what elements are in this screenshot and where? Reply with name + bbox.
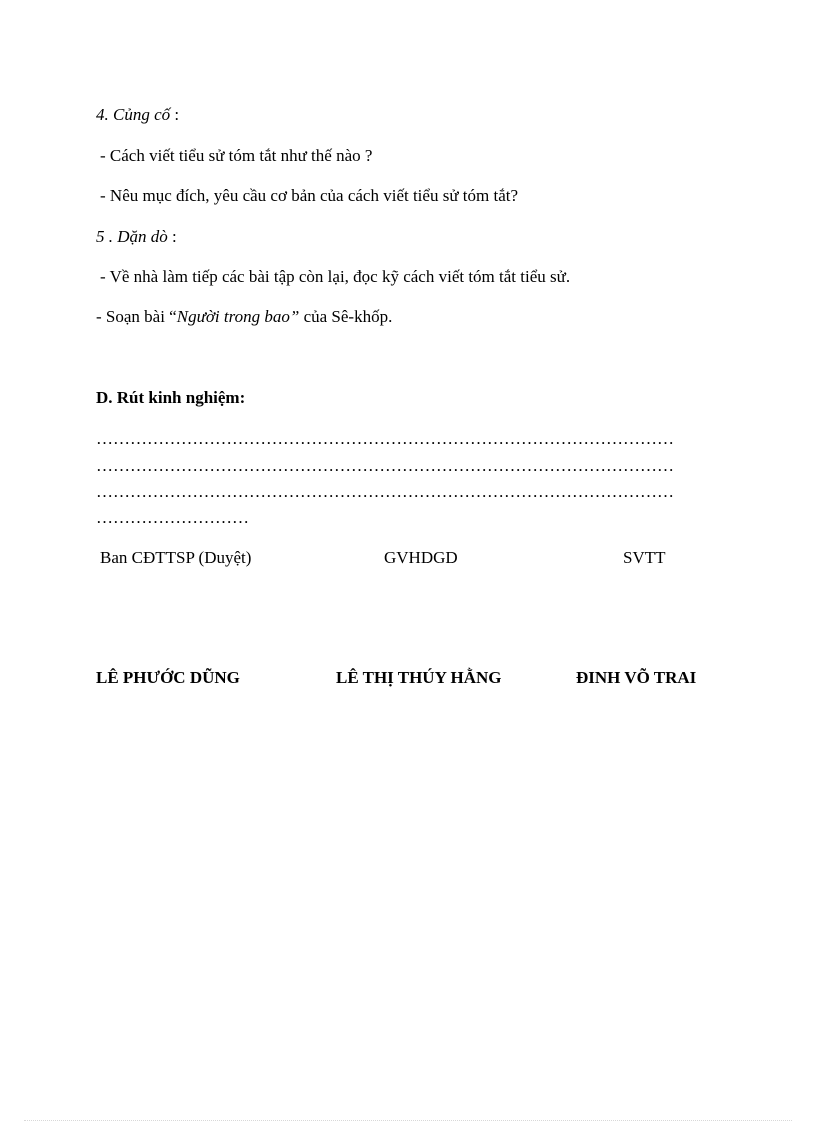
dan-do-item-2-suffix: của Sê-khốp. bbox=[299, 307, 393, 326]
signature-name-1: LÊ PHƯỚC DŨNG bbox=[96, 668, 240, 687]
cung-co-heading: 4. Củng cố bbox=[96, 105, 171, 124]
cung-co-item-1: - Cách viết tiểu sử tóm tắt như thế nào ? bbox=[100, 146, 373, 165]
dan-do-item-1: - Về nhà làm tiếp các bài tập còn lại, đọc kỹ cách viết tóm tắt tiểu sử. bbox=[100, 267, 571, 286]
dot-line-2: ………………………………………………………………………………………… bbox=[96, 456, 674, 475]
dot-line-3: ………………………………………………………………………………………… bbox=[96, 482, 674, 501]
signature-title-svtt: SVTT bbox=[623, 548, 666, 567]
signature-name-3: ĐINH VÕ TRAI bbox=[576, 668, 697, 687]
page-bottom-rule bbox=[24, 1120, 792, 1121]
dot-line-4: ……………………… bbox=[96, 508, 249, 527]
rut-kinh-nghiem-heading: D. Rút kinh nghiệm: bbox=[96, 388, 246, 407]
dot-line-1: ………………………………………………………………………………………… bbox=[96, 429, 674, 448]
signature-name-2: LÊ THỊ THÚY HẰNG bbox=[336, 668, 502, 687]
dan-do-item-2-title: Người trong bao” bbox=[176, 307, 300, 326]
dan-do-item-2-prefix: - Soạn bài “ bbox=[96, 307, 177, 326]
signature-title-ban-cdttsp: Ban CĐTTSP (Duyệt) bbox=[100, 548, 252, 567]
cung-co-item-2: - Nêu mục đích, yêu cầu cơ bản của cách viết tiểu sử tóm tắt? bbox=[100, 186, 519, 205]
signature-title-gvhdgd: GVHDGD bbox=[384, 548, 458, 567]
dan-do-colon: : bbox=[167, 227, 177, 246]
cung-co-heading-line bbox=[96, 105, 179, 125]
cung-co-colon: : bbox=[170, 105, 180, 124]
dan-do-heading: 5 . Dặn dò bbox=[96, 227, 168, 246]
dan-do-item-2 bbox=[96, 307, 392, 327]
dan-do-heading-line bbox=[96, 227, 177, 247]
